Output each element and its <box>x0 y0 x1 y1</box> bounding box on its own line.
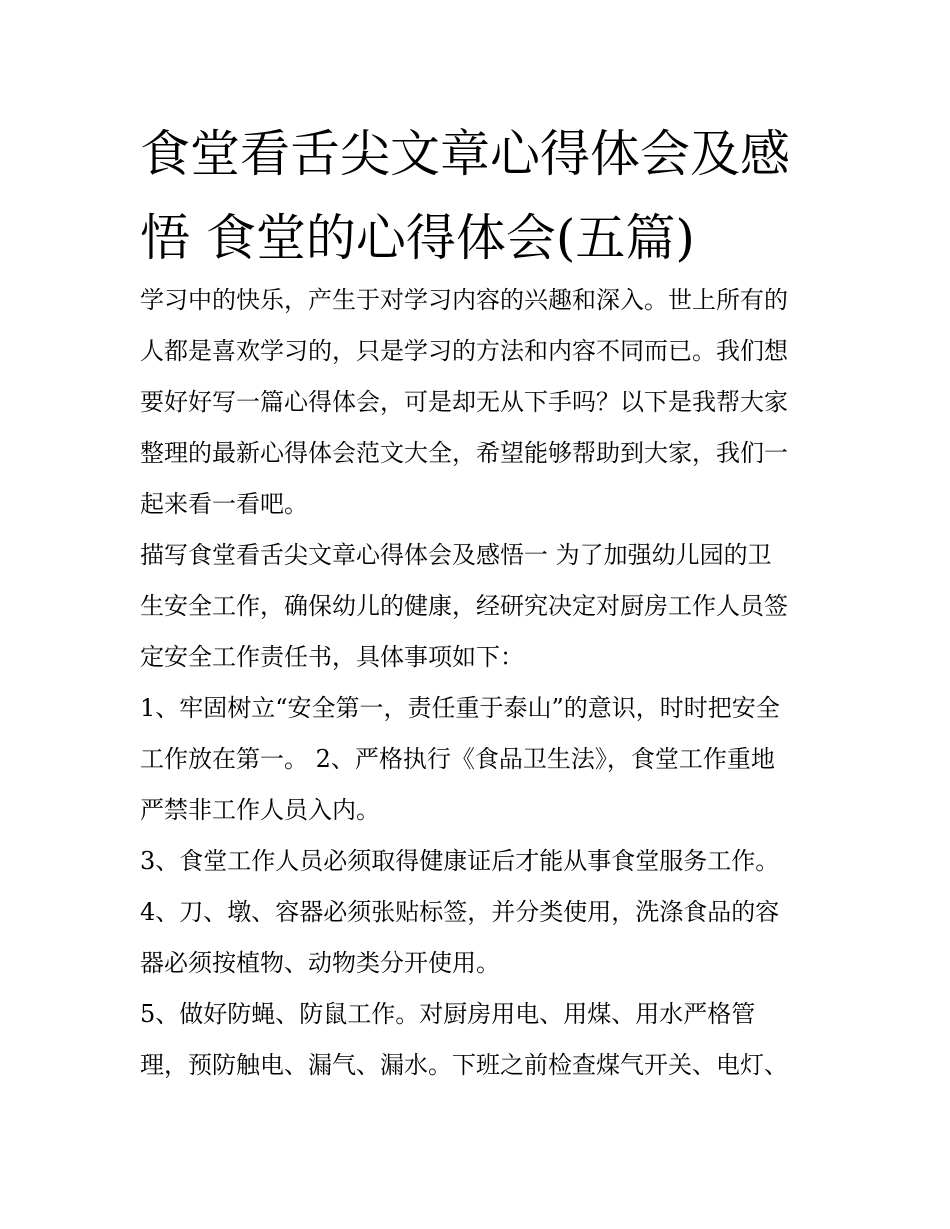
body-line: 学习中的快乐，产生于对学习内容的兴趣和深入。世上所有的 <box>140 286 788 314</box>
body-line: 器必须按植物、动物类分开使用。 <box>140 949 500 977</box>
body-line: 定安全工作责任书，具体事项如下： <box>140 643 524 671</box>
body-line: 人都是喜欢学习的，只是学习的方法和内容不同而已。我们想 <box>140 337 788 365</box>
body-line: 5、做好防蝇、防鼠工作。对厨房用电、用煤、用水严格管 <box>140 1000 756 1028</box>
title-line: 悟 食堂的心得体会(五篇) <box>140 209 695 267</box>
body-line: 3、食堂工作人员必须取得健康证后才能从事食堂服务工作。 <box>140 847 780 875</box>
body-line: 工作放在第一。 2、严格执行《食品卫生法》，食堂工作重地 <box>140 745 775 773</box>
body-line: 生安全工作，确保幼儿的健康，经研究决定对厨房工作人员签 <box>140 592 788 620</box>
title-line: 食堂看舌尖文章心得体会及感 <box>140 125 790 183</box>
body-line: 理，预防触电、漏气、漏水。下班之前检查煤气开关、电灯、 <box>140 1051 788 1079</box>
body-line: 4、刀、墩、容器必须张贴标签，并分类使用，洗涤食品的容 <box>140 898 780 926</box>
body-line: 整理的最新心得体会范文大全，希望能够帮助到大家，我们一 <box>140 439 788 467</box>
body-line: 要好好写一篇心得体会，可是却无从下手吗？以下是我帮大家 <box>140 388 788 416</box>
document-body <box>140 275 820 1091</box>
document-title <box>140 112 820 280</box>
body-line: 描写食堂看舌尖文章心得体会及感悟一 为了加强幼儿园的卫 <box>140 541 772 569</box>
body-line: 起来看一看吧。 <box>140 490 308 518</box>
body-line: 1、牢固树立“安全第一，责任重于泰山”的意识，时时把安全 <box>140 694 780 722</box>
body-line: 严禁非工作人员入内。 <box>140 796 380 824</box>
